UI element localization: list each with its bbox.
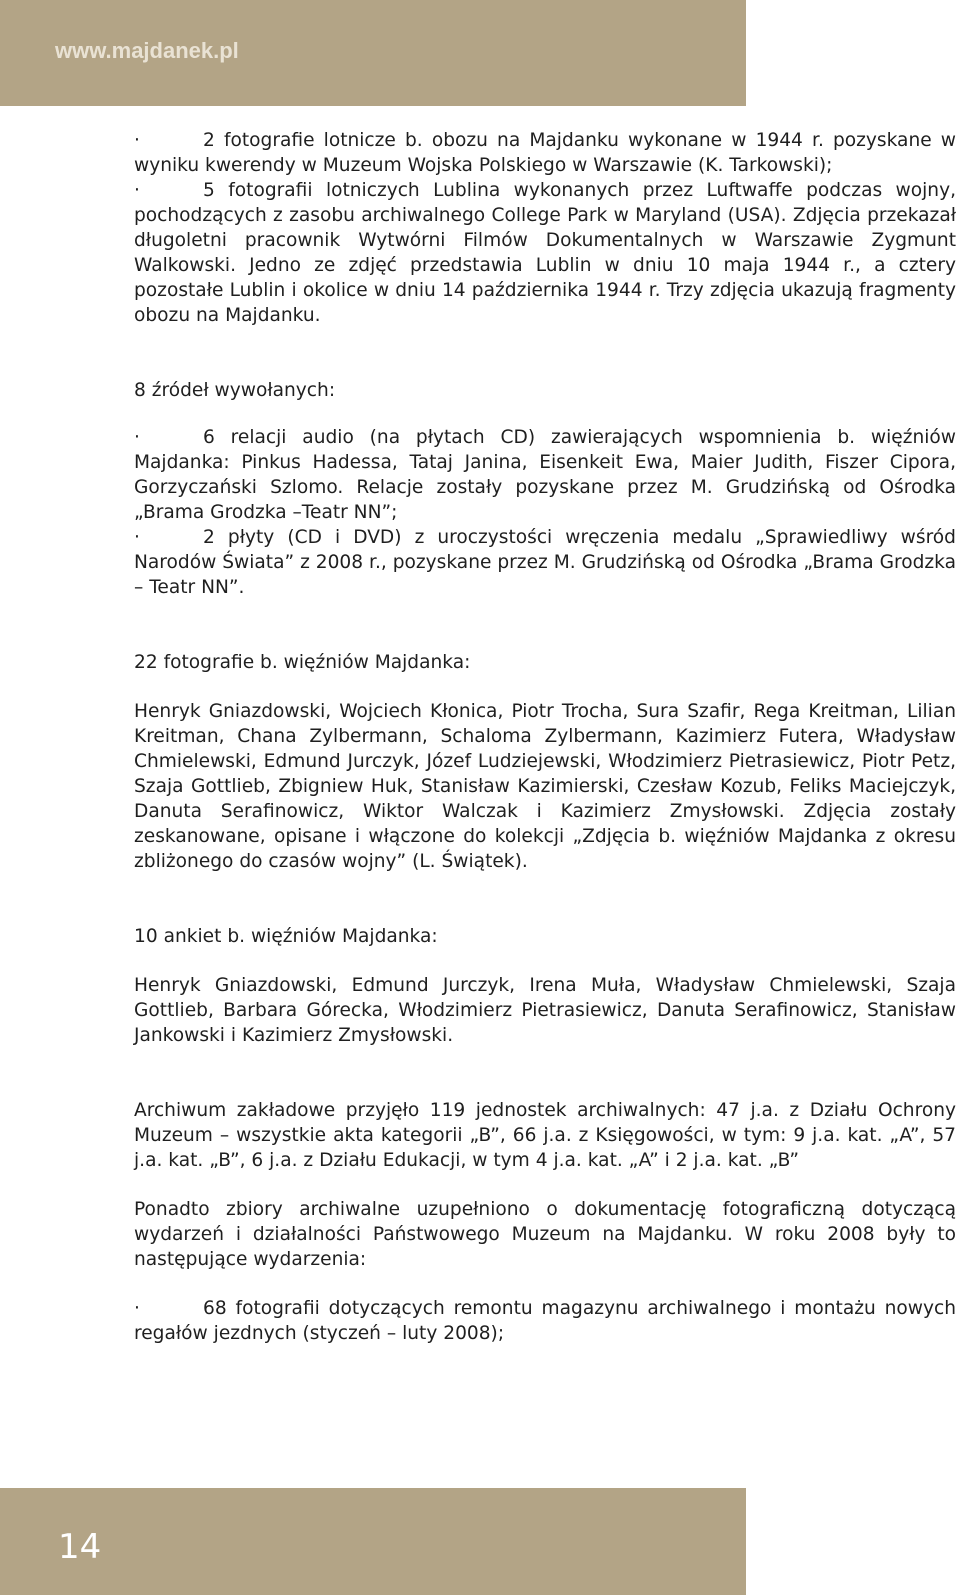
bullet-icon: ·	[134, 180, 140, 201]
list-item: · 2 płyty (CD i DVD) z uroczystości wręczenia medalu „Sprawiedliwy wśród Narodów Świata” z 2008 r., pozyskane przez M. Grudzińską od Ośrodka „Brama Grodzka – Teatr NN”.	[134, 527, 956, 598]
paragraph: Archiwum zakładowe przyjęło 119 jednostek archiwalnych: 47 j.a. z Działu Ochrony Muzeum – wszystkie akta kategorii „B”, 66 j.a. z Księgowości, w tym: 9 j.a. kat. „A”, 57 j.a. kat. „B”, 6 j.a. z Działu Edukacji, w tym 4 j.a. kat. „A” i 2 j.a. kat. „B”	[134, 1100, 956, 1171]
bullet-icon: ·	[134, 1298, 140, 1319]
paragraph: Henryk Gniazdowski, Edmund Jurczyk, Irena Muła, Władysław Chmielewski, Szaja Gottlieb, Barbara Górecka, Włodzimierz Pietrasiewicz, Danuta Serafinowicz, Stanisław Jankowski i Kazimierz Zmysłowski.	[134, 975, 956, 1046]
bullet-icon: ·	[134, 427, 140, 448]
list-item: · 68 fotografii dotyczących remontu magazynu archiwalnego i montażu nowych regałów jezdnych (styczeń – luty 2008);	[134, 1298, 956, 1344]
paragraph: Ponadto zbiory archiwalne uzupełniono o dokumentację fotograficzną dotyczącą wydarzeń i działalności Państwowego Muzeum na Majdanku. W roku 2008 były to następujące wydarzenia:	[134, 1199, 956, 1270]
site-url: www.majdanek.pl	[55, 38, 239, 63]
bullet-icon: ·	[134, 527, 140, 548]
list-item: · 5 fotografii lotniczych Lublina wykonanych przez Luftwaffe podczas wojny, pochodzących z zasobu archiwalnego College Park w Maryland (USA). Zdjęcia przekazał długoletni pracownik Wytwórni Filmów Dokumentalnych w Warszawie Zygmunt Walkowski. Jedno ze zdjęć przedstawia Lublin w dniu 10 maja 1944 r., a cztery pozostałe Lublin i okolice w dniu 14 października 1944 r. Trzy zdjęcia ukazują fragmenty obozu na Majdanku.	[134, 180, 956, 326]
section-heading: 22 fotografie b. więźniów Majdanka:	[134, 652, 471, 673]
section-heading: 8 źródeł wywołanych:	[134, 380, 336, 401]
bullet-icon: ·	[134, 130, 140, 151]
footer-band	[0, 1488, 746, 1595]
list-item: · 2 fotografie lotnicze b. obozu na Majdanku wykonane w 1944 r. pozyskane w wyniku kwerendy w Muzeum Wojska Polskiego w Warszawie (K. Tarkowski);	[134, 130, 956, 176]
list-item: · 6 relacji audio (na płytach CD) zawierających wspomnienia b. więźniów Majdanka: Pinkus Hadessa, Tataj Janina, Eisenkeit Ewa, Maier Judith, Fiszer Cipora, Gorzyczański Szlomo. Relacje zostały pozyskane przez M. Grudzińską od Ośrodka „Brama Grodzka –Teatr NN”;	[134, 427, 956, 523]
paragraph: Henryk Gniazdowski, Wojciech Kłonica, Piotr Trocha, Sura Szafir, Rega Kreitman, Lilian Kreitman, Chana Zylbermann, Schaloma Zylbermann, Kazimierz Futera, Władysław Chmielewski, Edmund Jurczyk, Józef Ludziejewski, Włodzimierz Pietrasiewicz, Piotr Petz, Szaja Gottlieb, Zbigniew Huk, Stanisław Kazimierski, Czesław Kozub, Feliks Maciejczyk, Danuta Serafinowicz, Wiktor Walczak i Kazimierz Zmysłowski. Zdjęcia zostały zeskanowane, opisane i włączone do kolekcji „Zdjęcia b. więźniów Majdanka z okresu zbliżonego do czasów wojny” (L. Świątek).	[134, 701, 956, 872]
section-heading: 10 ankiet b. więźniów Majdanka:	[134, 926, 438, 947]
page-number: 14	[58, 1527, 102, 1567]
page-content	[134, 128, 956, 1346]
